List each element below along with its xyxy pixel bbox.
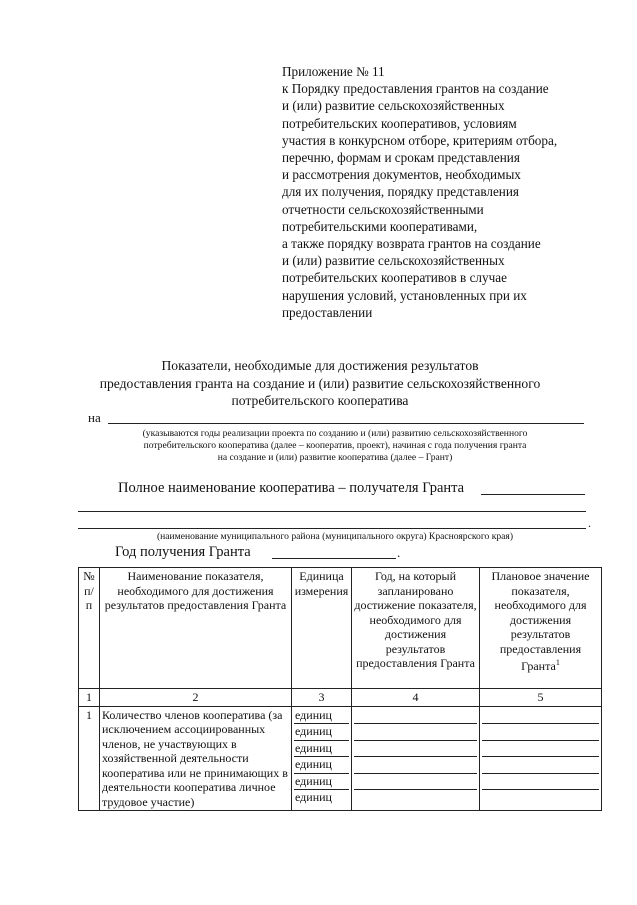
- footnote-mark: 1: [555, 658, 560, 667]
- header-plan-text: Плановое значение показателя, необходимого для достижения результатов предоставления Гранта: [491, 569, 590, 673]
- cooperative-name-input-line-2[interactable]: [78, 511, 586, 512]
- appendix-line: нарушения условий, установленных при их: [282, 287, 527, 303]
- trailing-dot: .: [588, 516, 591, 530]
- period-note-line: потребительского кооператива (далее – кооператив, проект), начиная с года получения гранта: [143, 440, 527, 451]
- grant-year-dot: .: [397, 545, 401, 560]
- year-cell[interactable]: [354, 741, 477, 758]
- year-cell[interactable]: [354, 774, 477, 791]
- appendix-line: потребительских кооперативов, условиям: [282, 115, 517, 131]
- header-name: Наименование показателя, необходимого для достижения результатов предоставления Гранта: [100, 568, 292, 689]
- row-plan-values: [480, 706, 602, 811]
- appendix-line: и (или) развитие сельскохозяйственных: [282, 98, 505, 114]
- title-line: потребительского кооператива: [231, 393, 409, 408]
- unit-cell: единиц: [294, 708, 349, 725]
- appendix-line: потребительскими кооперативами,: [282, 218, 478, 234]
- appendix-line: предоставлении: [282, 304, 373, 320]
- unit-cell: единиц: [294, 741, 349, 758]
- col-number: 4: [352, 689, 480, 707]
- cooperative-name-label: Полное наименование кооператива – получателя Гранта: [118, 480, 465, 496]
- period-input-line[interactable]: [108, 423, 584, 424]
- unit-cell: единиц: [294, 757, 349, 774]
- col-number: 3: [292, 689, 352, 707]
- year-cell[interactable]: [354, 708, 477, 725]
- cooperative-name-input-line-3[interactable]: [78, 528, 586, 529]
- header-unit: Единица измерения: [292, 568, 352, 689]
- row-num: 1: [79, 706, 100, 811]
- row-indicator-name: Количество членов кооператива (за исключением ассоциированных членов, не участвующих в хозяйственной деятельности кооператива или не принимающих в деятельности кооператива личное трудовое участие): [100, 706, 292, 811]
- appendix-line: к Порядку предоставления грантов на создание: [282, 81, 549, 97]
- appendix-line: Приложение № 11: [282, 64, 385, 79]
- appendix-line: потребительских кооперативов в случае: [282, 270, 507, 286]
- year-cell[interactable]: [354, 724, 477, 741]
- appendix-line: и (или) развитие сельскохозяйственных: [282, 253, 505, 269]
- indicators-table: [78, 567, 602, 811]
- grant-year-input-line[interactable]: [272, 558, 396, 559]
- document-title: [40, 357, 600, 410]
- plan-value-cell[interactable]: [482, 741, 599, 758]
- row-years: [352, 706, 480, 811]
- appendix-line: для их получения, порядку представления: [282, 184, 519, 200]
- period-label: на: [88, 410, 101, 425]
- appendix-line: отчетности сельскохозяйственными: [282, 201, 484, 217]
- plan-value-cell[interactable]: [482, 708, 599, 725]
- appendix-line: участия в конкурсном отборе, критериям отбора,: [282, 132, 558, 148]
- cooperative-name-input-line[interactable]: [481, 494, 585, 495]
- period-note-line: на создание и (или) развитие кооператива (далее – Грант): [217, 452, 453, 463]
- appendix-header: [282, 63, 612, 321]
- unit-cell: единиц: [295, 790, 332, 804]
- row-units: [292, 706, 352, 811]
- column-number-row: [79, 689, 602, 707]
- municipality-note: (наименование муниципального района (муниципального округа) Красноярского края): [156, 531, 514, 542]
- col-number: 2: [100, 689, 292, 707]
- title-line: предоставления гранта на создание и (или) развитие сельскохозяйственного: [99, 375, 541, 391]
- plan-value-cell[interactable]: [482, 790, 599, 806]
- col-number: 1: [79, 689, 100, 707]
- title-line: Показатели, необходимые для достижения результатов: [161, 358, 479, 373]
- header-num: № п/п: [79, 568, 100, 689]
- header-plan: [480, 568, 602, 689]
- period-note: [100, 428, 570, 464]
- unit-cell: единиц: [294, 724, 349, 741]
- table-header-row: [79, 568, 602, 689]
- col-number: 5: [480, 689, 602, 707]
- grant-year-label: Год получения Гранта: [115, 544, 251, 560]
- header-year: Год, на который запланировано достижение показателя, необходимого для достижения результатов предоставления Гранта: [352, 568, 480, 689]
- year-cell[interactable]: [354, 757, 477, 774]
- appendix-line: перечню, формам и срокам представления: [282, 150, 520, 166]
- table-row: [79, 706, 602, 811]
- year-cell[interactable]: [354, 790, 477, 806]
- plan-value-cell[interactable]: [482, 724, 599, 741]
- unit-cell: единиц: [294, 774, 349, 791]
- appendix-line: и рассмотрения документов, необходимых: [282, 167, 521, 183]
- period-note-line: (указываются годы реализации проекта по созданию и (или) развитию сельскохозяйственного: [142, 428, 528, 439]
- appendix-line: а также порядку возврата грантов на создание: [282, 236, 541, 252]
- plan-value-cell[interactable]: [482, 774, 599, 791]
- plan-value-cell[interactable]: [482, 757, 599, 774]
